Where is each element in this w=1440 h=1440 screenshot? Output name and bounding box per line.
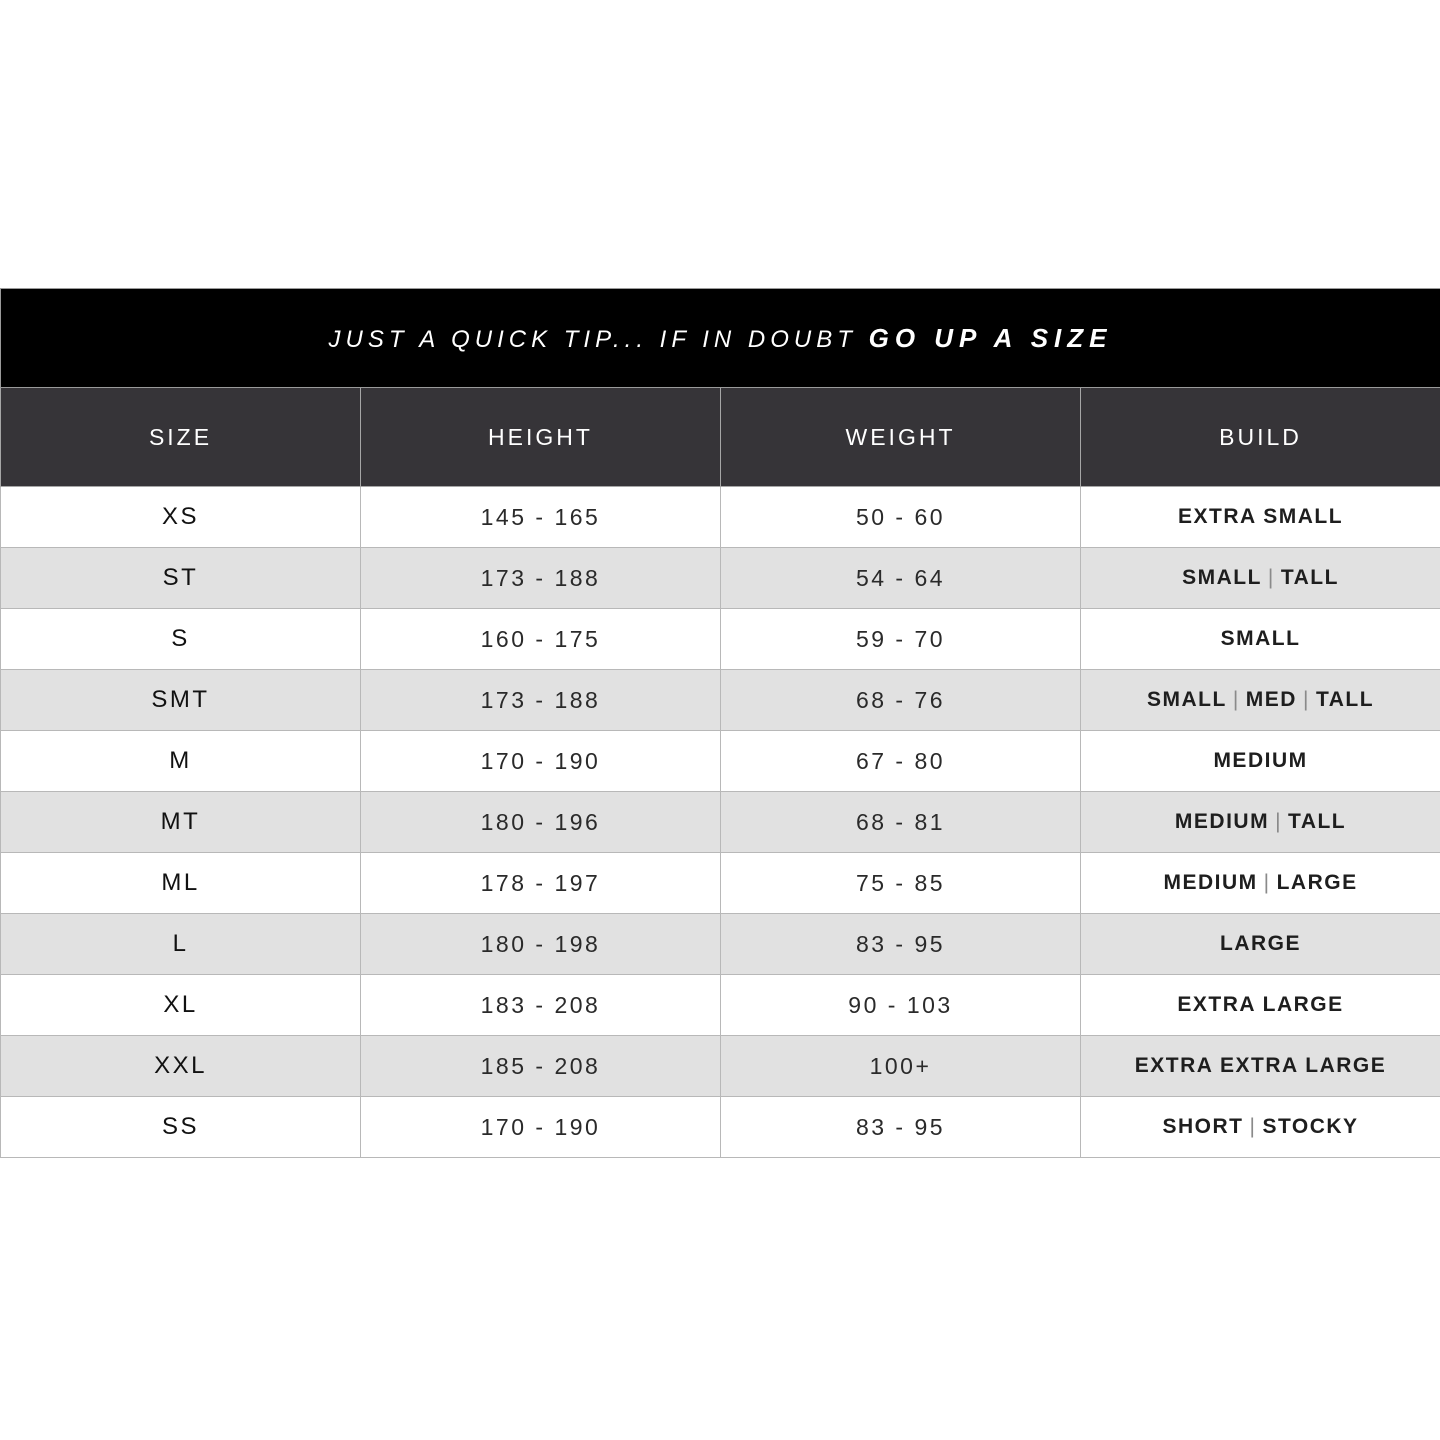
build-part: SMALL: [1220, 627, 1301, 650]
height-cell: 183 - 208: [361, 975, 721, 1036]
size-chart-table: [0, 288, 1440, 1158]
height-cell: 178 - 197: [361, 853, 721, 914]
column-header-size: SIZE: [1, 388, 361, 487]
size-cell: SS: [1, 1097, 361, 1158]
build-part: MED: [1245, 688, 1297, 711]
size-cell: M: [1, 731, 361, 792]
table-row: [1, 914, 1440, 975]
build-cell: [1081, 853, 1440, 914]
height-cell: 170 - 190: [361, 731, 721, 792]
build-part: SHORT: [1162, 1115, 1244, 1138]
weight-cell: 50 - 60: [721, 487, 1081, 548]
build-cell: [1081, 548, 1440, 609]
build-separator: |: [1275, 810, 1283, 833]
weight-cell: 90 - 103: [721, 975, 1081, 1036]
weight-cell: 68 - 76: [721, 670, 1081, 731]
height-cell: 170 - 190: [361, 1097, 721, 1158]
size-chart-body: [1, 487, 1440, 1158]
column-header-weight: WEIGHT: [721, 388, 1081, 487]
build-part: TALL: [1315, 688, 1375, 711]
build-part: SMALL: [1182, 566, 1262, 589]
build-part: MEDIUM: [1213, 749, 1308, 772]
weight-cell: 100+: [721, 1036, 1081, 1097]
tip-text: JUST A QUICK TIP... IF IN DOUBT: [328, 325, 857, 353]
size-chart-head: [1, 289, 1440, 487]
height-cell: 173 - 188: [361, 548, 721, 609]
build-part: TALL: [1280, 566, 1339, 589]
height-cell: 185 - 208: [361, 1036, 721, 1097]
build-part: TALL: [1288, 810, 1347, 833]
build-separator: |: [1267, 566, 1275, 589]
build-cell: [1081, 670, 1440, 731]
build-cell: [1081, 914, 1440, 975]
build-part: EXTRA EXTRA LARGE: [1134, 1054, 1387, 1077]
build-separator: |: [1263, 871, 1271, 894]
table-row: [1, 792, 1440, 853]
size-cell: XL: [1, 975, 361, 1036]
build-cell: [1081, 609, 1440, 670]
column-header-build: BUILD: [1081, 388, 1440, 487]
size-cell: ST: [1, 548, 361, 609]
size-cell: S: [1, 609, 361, 670]
build-part: LARGE: [1276, 871, 1358, 894]
size-tip-banner: [1, 289, 1440, 388]
weight-cell: 59 - 70: [721, 609, 1081, 670]
height-cell: 180 - 196: [361, 792, 721, 853]
build-separator: |: [1249, 1115, 1257, 1138]
weight-cell: 67 - 80: [721, 731, 1081, 792]
height-cell: 160 - 175: [361, 609, 721, 670]
build-part: STOCKY: [1262, 1115, 1359, 1138]
size-cell: ML: [1, 853, 361, 914]
build-separator: |: [1302, 688, 1310, 711]
size-cell: L: [1, 914, 361, 975]
column-header-height: HEIGHT: [361, 388, 721, 487]
build-cell: [1081, 1036, 1440, 1097]
table-row: [1, 548, 1440, 609]
height-cell: 145 - 165: [361, 487, 721, 548]
weight-cell: 83 - 95: [721, 1097, 1081, 1158]
build-cell: [1081, 1097, 1440, 1158]
build-separator: |: [1232, 688, 1240, 711]
table-row: [1, 487, 1440, 548]
weight-cell: 83 - 95: [721, 914, 1081, 975]
table-row: [1, 731, 1440, 792]
build-part: MEDIUM: [1163, 871, 1258, 894]
build-cell: [1081, 792, 1440, 853]
size-cell: MT: [1, 792, 361, 853]
build-cell: [1081, 731, 1440, 792]
weight-cell: 75 - 85: [721, 853, 1081, 914]
column-header-row: [1, 388, 1440, 487]
table-row: [1, 853, 1440, 914]
build-part: EXTRA LARGE: [1177, 993, 1344, 1016]
tip-row: [1, 289, 1440, 388]
build-part: LARGE: [1220, 932, 1302, 955]
size-cell: XS: [1, 487, 361, 548]
table-row: [1, 1036, 1440, 1097]
table-row: [1, 975, 1440, 1036]
tip-emphasis: GO UP A SIZE: [868, 322, 1113, 353]
height-cell: 173 - 188: [361, 670, 721, 731]
weight-cell: 68 - 81: [721, 792, 1081, 853]
weight-cell: 54 - 64: [721, 548, 1081, 609]
size-cell: XXL: [1, 1036, 361, 1097]
build-cell: [1081, 975, 1440, 1036]
build-part: SMALL: [1147, 688, 1227, 711]
table-row: [1, 609, 1440, 670]
size-cell: SMT: [1, 670, 361, 731]
build-part: EXTRA SMALL: [1177, 505, 1344, 528]
table-row: [1, 1097, 1440, 1158]
height-cell: 180 - 198: [361, 914, 721, 975]
build-cell: [1081, 487, 1440, 548]
build-part: MEDIUM: [1174, 810, 1270, 833]
table-row: [1, 670, 1440, 731]
